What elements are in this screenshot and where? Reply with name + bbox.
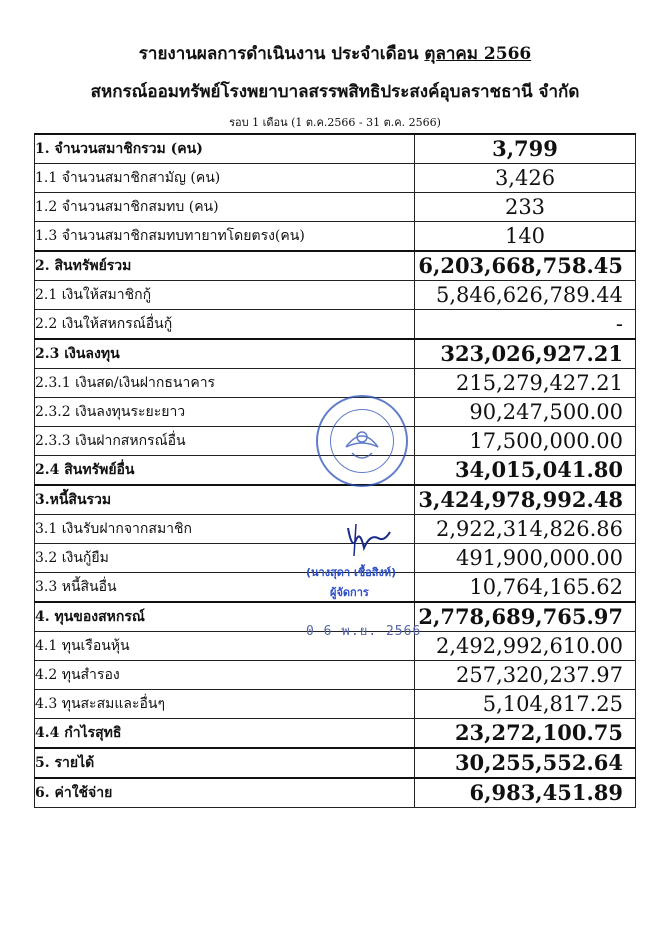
row-label: 2.2 เงินให้สหกรณ์อื่นกู้ [35,310,415,340]
row-label: 4.2 ทุนสำรอง [35,661,415,690]
row-value: 6,203,668,758.45 [415,251,636,281]
row-value: 5,846,626,789.44 [415,281,636,310]
row-value: 2,778,689,765.97 [415,602,636,632]
table-row [35,778,636,808]
row-label: 4.3 ทุนสะสมและอื่นๆ [35,690,415,719]
table-row [35,748,636,778]
table-row [35,690,636,719]
row-label: 5. รายได้ [35,748,415,778]
report-title-prefix: รายงานผลการดำเนินงาน ประจำเดือน [138,44,425,64]
table-row [35,222,636,252]
row-value: 140 [415,222,636,252]
row-label: 2.3.3 เงินฝากสหกรณ์อื่น [35,427,415,456]
row-value: 2,922,314,826.86 [415,515,636,544]
row-value: 2,492,992,610.00 [415,632,636,661]
row-label: 2.1 เงินให้สมาชิกกู้ [35,281,415,310]
row-value: 6,983,451.89 [415,778,636,808]
row-label: 3.2 เงินกู้ยืม [35,544,415,573]
row-label: 1.2 จำนวนสมาชิกสมทบ (คน) [35,193,415,222]
manager-name-stamp: (นางสุดา เชื้อสิงห์) [306,566,397,579]
row-label: 3.1 เงินรับฝากจากสมาชิก [35,515,415,544]
row-value: 233 [415,193,636,222]
table-row [35,515,636,544]
row-value: 30,255,552.64 [415,748,636,778]
row-label: 6. ค่าใช้จ่าย [35,778,415,808]
row-label: 3.3 หนี้สินอื่น [35,573,415,603]
row-label: 4.1 ทุนเรือนหุ้น [35,632,415,661]
row-label: 2.4 สินทรัพย์อื่น [35,456,415,486]
organization-name: สหกรณ์ออมทรัพย์โรงพยาบาลสรรพสิทธิประสงค์อุบลราชธานี จำกัด [90,82,580,102]
table-row [35,661,636,690]
table-row [35,164,636,193]
table-row [35,134,636,164]
row-value: 323,026,927.21 [415,339,636,369]
cooperative-seal [316,395,408,487]
report-title-month: ตุลาคม 2566 [424,44,532,64]
row-value: 23,272,100.75 [415,719,636,749]
row-value: 257,320,237.97 [415,661,636,690]
row-label: 1. จำนวนสมาชิกรวม (คน) [35,134,415,164]
row-value: 3,424,978,992.48 [415,485,636,515]
table-row [35,193,636,222]
row-value: 3,426 [415,164,636,193]
date-stamp: 0 6 พ.ย. 2566 [306,624,422,639]
row-label: 2. สินทรัพย์รวม [35,251,415,281]
row-value: - [415,310,636,340]
report-period: รอบ 1 เดือน (1 ต.ค.2566 - 31 ต.ค. 2566) [229,116,441,129]
table-row [35,485,636,515]
row-label: 1.1 จำนวนสมาชิกสามัญ (คน) [35,164,415,193]
row-value: 3,799 [415,134,636,164]
manager-role-stamp: ผู้จัดการ [330,586,369,599]
row-label: 2.3.2 เงินลงทุนระยะยาว [35,398,415,427]
row-value: 90,247,500.00 [415,398,636,427]
row-label: 2.3.1 เงินสด/เงินฝากธนาคาร [35,369,415,398]
report-title [0,40,670,67]
signature-mark [338,520,398,560]
row-label: 2.3 เงินลงทุน [35,339,415,369]
row-value: 491,900,000.00 [415,544,636,573]
seal-emblem-icon [316,395,408,487]
row-value: 5,104,817.25 [415,690,636,719]
table-row [35,369,636,398]
row-value: 215,279,427.21 [415,369,636,398]
row-value: 34,015,041.80 [415,456,636,486]
table-row [35,251,636,281]
table-row [35,339,636,369]
table-row [35,719,636,749]
row-value: 17,500,000.00 [415,427,636,456]
row-label: 4.4 กำไรสุทธิ [35,719,415,749]
table-row [35,281,636,310]
row-label: 4. ทุนของสหกรณ์ [35,602,415,632]
table-row [35,310,636,340]
row-label: 3.หนี้สินรวม [35,485,415,515]
row-label: 1.3 จำนวนสมาชิกสมทบทายาทโดยตรง(คน) [35,222,415,252]
row-value: 10,764,165.62 [415,573,636,603]
